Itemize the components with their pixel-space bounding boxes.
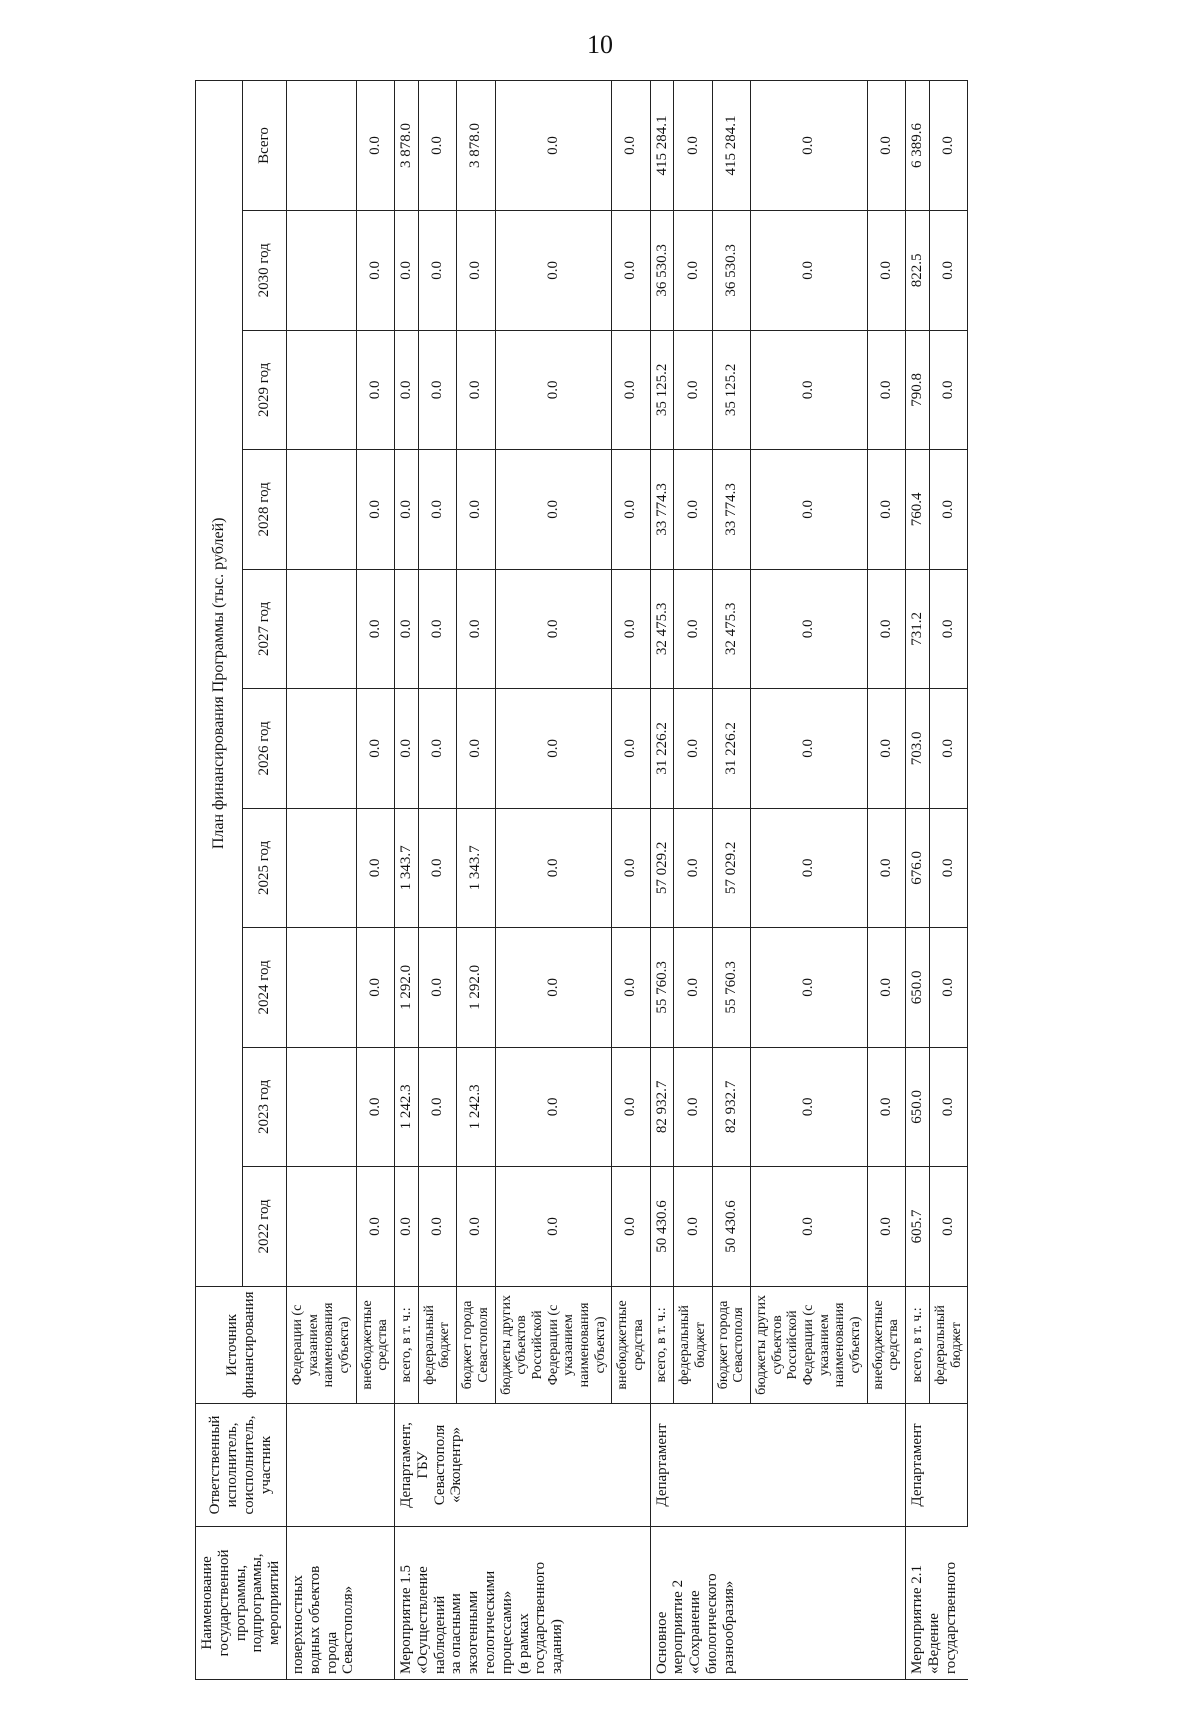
value-cell: 731.2: [906, 569, 930, 689]
value-cell: 0.0: [495, 928, 612, 1048]
value-cell: 0.0: [929, 928, 967, 1048]
value-cell: 33 774.3: [712, 450, 750, 570]
header-year: 2027 год: [242, 569, 286, 689]
source-cell: бюджеты других субъектов Российской Федерации (с указанием наименования субъекта): [751, 1286, 868, 1403]
source-cell: федеральный бюджет: [929, 1286, 967, 1403]
value-cell: 0.0: [751, 1167, 868, 1287]
financing-table: [195, 80, 968, 1680]
value-cell: 0.0: [418, 1167, 456, 1287]
value-cell: [286, 569, 356, 689]
value-cell: 0.0: [751, 689, 868, 809]
value-cell: [286, 330, 356, 450]
value-cell: 0.0: [418, 569, 456, 689]
value-cell: 0.0: [418, 211, 456, 331]
value-cell: 0.0: [751, 450, 868, 570]
total-cell: 0.0: [751, 81, 868, 211]
value-cell: 0.0: [356, 1167, 394, 1287]
value-cell: 0.0: [612, 211, 650, 331]
page-number: 10: [587, 30, 613, 59]
program-name-line: «Сохранение: [687, 1590, 704, 1674]
value-cell: 0.0: [457, 1167, 495, 1287]
value-cell: 0.0: [867, 330, 905, 450]
program-name-cell: [286, 1526, 394, 1679]
source-cell: внебюджетные средства: [356, 1286, 394, 1403]
table-row: [906, 81, 930, 1680]
value-cell: 0.0: [356, 689, 394, 809]
value-cell: 0.0: [867, 211, 905, 331]
value-cell: [286, 1047, 356, 1167]
value-cell: 0.0: [751, 928, 868, 1048]
header-year: 2022 год: [242, 1167, 286, 1287]
source-cell: бюджеты других субъектов Российской Федерации (с указанием наименования субъекта): [495, 1286, 612, 1403]
program-name-line: «Ведение: [925, 1613, 942, 1674]
value-cell: 55 760.3: [712, 928, 750, 1048]
value-cell: 0.0: [929, 808, 967, 928]
program-name-line: экзогенными: [465, 1590, 482, 1674]
total-cell: 0.0: [418, 81, 456, 211]
value-cell: 0.0: [751, 211, 868, 331]
value-cell: 1 292.0: [395, 928, 419, 1048]
value-cell: 0.0: [495, 569, 612, 689]
program-name-line: поверхностных: [289, 1575, 306, 1674]
total-cell: 0.0: [929, 81, 967, 211]
total-cell: 0.0: [612, 81, 650, 211]
value-cell: 0.0: [674, 808, 712, 928]
header-year: 2028 год: [242, 450, 286, 570]
program-name-line: Севастополя»: [340, 1585, 357, 1674]
value-cell: 760.4: [906, 450, 930, 570]
header-year: 2025 год: [242, 808, 286, 928]
value-cell: 0.0: [495, 450, 612, 570]
value-cell: 57 029.2: [650, 808, 674, 928]
value-cell: 0.0: [418, 330, 456, 450]
value-cell: 0.0: [929, 569, 967, 689]
value-cell: 0.0: [495, 689, 612, 809]
source-cell: внебюджетные средства: [612, 1286, 650, 1403]
value-cell: 35 125.2: [712, 330, 750, 450]
value-cell: 0.0: [929, 450, 967, 570]
value-cell: 0.0: [612, 1167, 650, 1287]
program-name-cell: [395, 1526, 651, 1679]
program-name-line: государственного: [942, 1561, 959, 1674]
value-cell: 0.0: [356, 1047, 394, 1167]
value-cell: 0.0: [612, 450, 650, 570]
value-cell: 33 774.3: [650, 450, 674, 570]
value-cell: 1 343.7: [457, 808, 495, 928]
value-cell: 1 242.3: [457, 1047, 495, 1167]
value-cell: 1 292.0: [457, 928, 495, 1048]
value-cell: [286, 1167, 356, 1287]
value-cell: 0.0: [929, 1047, 967, 1167]
executor-cell: Департамент: [650, 1404, 906, 1527]
table-row: [650, 81, 674, 1680]
value-cell: 0.0: [612, 569, 650, 689]
value-cell: 0.0: [418, 689, 456, 809]
value-cell: 0.0: [867, 689, 905, 809]
value-cell: 0.0: [867, 808, 905, 928]
value-cell: 0.0: [751, 1047, 868, 1167]
value-cell: 650.0: [906, 928, 930, 1048]
header-source: Источник финансирования: [196, 1286, 287, 1403]
total-cell: 415 284.1: [712, 81, 750, 211]
source-cell: внебюджетные средства: [867, 1286, 905, 1403]
source-cell: бюджет города Севастополя: [457, 1286, 495, 1403]
value-cell: 0.0: [612, 928, 650, 1048]
program-name-line: государственного: [532, 1561, 549, 1674]
value-cell: 35 125.2: [650, 330, 674, 450]
value-cell: 0.0: [612, 808, 650, 928]
total-cell: 0.0: [356, 81, 394, 211]
value-cell: 0.0: [929, 1167, 967, 1287]
value-cell: 605.7: [906, 1167, 930, 1287]
value-cell: 0.0: [867, 1167, 905, 1287]
table-row: [395, 81, 419, 1680]
header-year: 2029 год: [242, 330, 286, 450]
value-cell: 82 932.7: [650, 1047, 674, 1167]
rotated-table-container: [195, 80, 1115, 1680]
value-cell: 0.0: [418, 1047, 456, 1167]
value-cell: 0.0: [356, 330, 394, 450]
value-cell: 0.0: [356, 211, 394, 331]
value-cell: 0.0: [356, 928, 394, 1048]
program-name-line: Основное: [653, 1611, 670, 1674]
value-cell: 0.0: [457, 330, 495, 450]
value-cell: 0.0: [395, 450, 419, 570]
executor-cell: Департамент: [906, 1404, 968, 1527]
source-cell: федеральный бюджет: [418, 1286, 456, 1403]
value-cell: 0.0: [674, 330, 712, 450]
total-cell: 0.0: [867, 81, 905, 211]
value-cell: 0.0: [929, 689, 967, 809]
value-cell: 0.0: [612, 330, 650, 450]
value-cell: 36 530.3: [650, 211, 674, 331]
value-cell: 0.0: [867, 1047, 905, 1167]
value-cell: 36 530.3: [712, 211, 750, 331]
value-cell: 50 430.6: [650, 1167, 674, 1287]
header-executor: Ответственный исполнитель, соисполнитель, участник: [196, 1404, 287, 1527]
total-cell: [286, 81, 356, 211]
source-cell: бюджет города Севастополя: [712, 1286, 750, 1403]
value-cell: 0.0: [612, 689, 650, 809]
value-cell: 32 475.3: [650, 569, 674, 689]
executor-cell: Департамент, ГБУ Севастополя «Экоцентр»: [395, 1404, 651, 1527]
table-header: [196, 81, 287, 1680]
value-cell: [286, 808, 356, 928]
value-cell: 0.0: [674, 928, 712, 1048]
value-cell: 0.0: [495, 1167, 612, 1287]
value-cell: [286, 211, 356, 331]
value-cell: [286, 689, 356, 809]
total-cell: 3 878.0: [457, 81, 495, 211]
value-cell: 50 430.6: [712, 1167, 750, 1287]
header-year: 2026 год: [242, 689, 286, 809]
program-name-line: Мероприятие 1.5: [398, 1565, 415, 1674]
program-name-line: (в рамках: [515, 1613, 532, 1674]
source-cell: Федерации (с указанием наименования субъекта): [286, 1286, 356, 1403]
executor-cell: [286, 1404, 394, 1527]
value-cell: 0.0: [751, 808, 868, 928]
value-cell: 676.0: [906, 808, 930, 928]
source-cell: всего, в т. ч.:: [906, 1286, 930, 1403]
value-cell: 0.0: [395, 569, 419, 689]
value-cell: 0.0: [674, 450, 712, 570]
value-cell: 0.0: [418, 450, 456, 570]
value-cell: 57 029.2: [712, 808, 750, 928]
table-row: [286, 81, 356, 1680]
value-cell: 0.0: [867, 569, 905, 689]
header-year: 2023 год: [242, 1047, 286, 1167]
header-plan: План финансирования Программы (тыс. рублей): [196, 81, 243, 1287]
program-name-line: водных объектов: [306, 1565, 323, 1674]
value-cell: 31 226.2: [712, 689, 750, 809]
source-cell: федеральный бюджет: [674, 1286, 712, 1403]
value-cell: 82 932.7: [712, 1047, 750, 1167]
value-cell: 0.0: [495, 1047, 612, 1167]
value-cell: 0.0: [356, 450, 394, 570]
value-cell: 0.0: [751, 330, 868, 450]
value-cell: 1 343.7: [395, 808, 419, 928]
program-name-line: процессами»: [498, 1590, 515, 1674]
value-cell: 0.0: [674, 211, 712, 331]
program-name-line: города: [323, 1631, 340, 1674]
value-cell: 0.0: [612, 1047, 650, 1167]
value-cell: 55 760.3: [650, 928, 674, 1048]
value-cell: 703.0: [906, 689, 930, 809]
value-cell: [286, 450, 356, 570]
source-cell: всего, в т. ч.:: [395, 1286, 419, 1403]
value-cell: 0.0: [356, 808, 394, 928]
value-cell: 0.0: [395, 330, 419, 450]
value-cell: 650.0: [906, 1047, 930, 1167]
header-year: Всего: [242, 81, 286, 211]
program-name-line: Мероприятие 2.1: [909, 1565, 926, 1674]
value-cell: [286, 928, 356, 1048]
value-cell: 0.0: [929, 211, 967, 331]
value-cell: 0.0: [674, 1047, 712, 1167]
source-cell: всего, в т. ч.:: [650, 1286, 674, 1403]
value-cell: 0.0: [395, 1167, 419, 1287]
value-cell: 0.0: [751, 569, 868, 689]
value-cell: 0.0: [418, 808, 456, 928]
value-cell: 0.0: [395, 211, 419, 331]
header-year: 2024 год: [242, 928, 286, 1048]
program-name-line: биологического: [703, 1573, 720, 1674]
value-cell: 0.0: [867, 928, 905, 1048]
value-cell: 0.0: [674, 689, 712, 809]
program-name-line: геологическими: [482, 1570, 498, 1674]
value-cell: 0.0: [395, 689, 419, 809]
value-cell: 0.0: [457, 211, 495, 331]
value-cell: 822.5: [906, 211, 930, 331]
total-cell: 3 878.0: [395, 81, 419, 211]
value-cell: 0.0: [674, 1167, 712, 1287]
value-cell: 0.0: [867, 450, 905, 570]
value-cell: 0.0: [495, 330, 612, 450]
program-name-line: за опасными: [448, 1593, 465, 1674]
program-name-line: задания): [549, 1619, 566, 1674]
value-cell: 0.0: [495, 808, 612, 928]
program-name-line: наблюдений: [431, 1595, 448, 1674]
total-cell: 6 389.6: [906, 81, 930, 211]
value-cell: 0.0: [356, 569, 394, 689]
total-cell: 0.0: [674, 81, 712, 211]
total-cell: 415 284.1: [650, 81, 674, 211]
value-cell: 0.0: [457, 450, 495, 570]
program-name-line: разнообразия»: [720, 1580, 737, 1674]
program-name-line: мероприятие 2: [670, 1579, 687, 1674]
program-name-cell: [906, 1526, 968, 1679]
table-body: [286, 81, 967, 1680]
header-name: Наименование государственной программы, подпрограммы, мероприятий: [196, 1526, 287, 1679]
value-cell: 0.0: [418, 928, 456, 1048]
value-cell: 31 226.2: [650, 689, 674, 809]
rotated-table-frame: [195, 80, 1115, 1680]
value-cell: 0.0: [457, 569, 495, 689]
header-year: 2030 год: [242, 211, 286, 331]
value-cell: 0.0: [495, 211, 612, 331]
total-cell: 0.0: [495, 81, 612, 211]
value-cell: 0.0: [929, 330, 967, 450]
value-cell: 790.8: [906, 330, 930, 450]
value-cell: 1 242.3: [395, 1047, 419, 1167]
value-cell: 32 475.3: [712, 569, 750, 689]
value-cell: 0.0: [457, 689, 495, 809]
value-cell: 0.0: [674, 569, 712, 689]
program-name-cell: [650, 1526, 906, 1679]
program-name-line: «Осуществление: [414, 1566, 431, 1674]
